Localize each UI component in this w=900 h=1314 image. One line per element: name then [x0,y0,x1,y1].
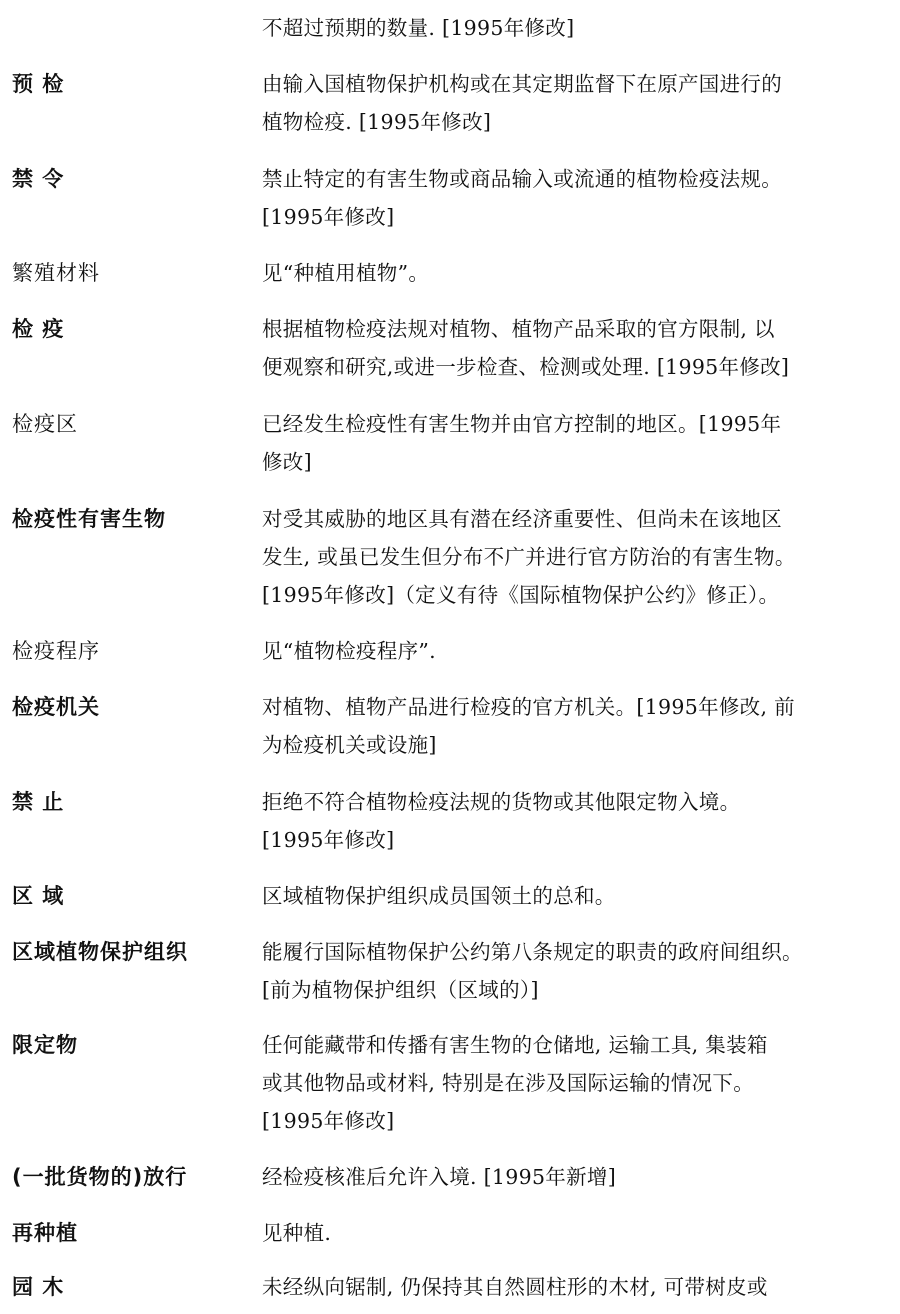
entry-term: 禁 令 [12,167,65,191]
definition-line: 未经纵向锯制, 仍保持其自然圆柱形的木材, 可带树皮或 [262,1275,768,1299]
entry-term: 再种植 [12,1221,78,1245]
definition-line: 任何能藏带和传播有害生物的仓储地, 运输工具, 集装箱 [262,1033,768,1057]
definition-line: 拒绝不符合植物检疫法规的货物或其他限定物入境。 [262,790,741,814]
definition-line: [1995年修改]（定义有待《国际植物保护公约》修正）。 [262,583,780,607]
definition-line: 或其他物品或材料, 特别是在涉及国际运输的情况下。 [262,1071,755,1095]
entry-term: 繁殖材料 [12,261,100,285]
definition-line: [1995年修改] [262,828,395,852]
definition-line: 见“植物检疫程序”. [262,639,436,663]
definition-line: 对受其威胁的地区具有潜在经济重要性、但尚未在该地区 [262,507,782,531]
definition-line: 便观察和研究,或进一步检查、检测或处理. [1995年修改] [262,355,790,379]
definition-line: 由输入国植物保护机构或在其定期监督下在原产国进行的 [262,72,782,96]
entry-definition [262,938,888,1014]
entry-definition [262,14,888,52]
definition-line: [前为植物保护组织（区域的）] [262,978,539,1002]
entry-term: 检疫性有害生物 [12,507,166,531]
entry-definition [262,70,888,146]
entry-definition [262,637,888,675]
entry-definition [262,1273,888,1311]
entry-definition [262,882,888,920]
definition-line: 根据植物检疫法规对植物、植物产品采取的官方限制, 以 [262,317,775,341]
definition-line: 已经发生检疫性有害生物并由官方控制的地区。[1995年 [262,412,782,436]
definition-line: 能履行国际植物保护公约第八条规定的职责的政府间组织。 [262,940,803,964]
entry-definition [262,1163,888,1201]
entry-definition [262,505,888,619]
definition-line: 修改] [262,450,312,474]
definition-line: [1995年修改] [262,1109,395,1133]
entry-term: (一批货物的)放行 [12,1165,188,1189]
definition-line: 禁止特定的有害生物或商品输入或流通的植物检疫法规。 [262,167,782,191]
entry-definition [262,259,888,297]
entry-definition [262,1219,888,1257]
definition-line: 对植物、植物产品进行检疫的官方机关。[1995年修改, 前 [262,695,795,719]
entry-term: 预 检 [12,72,65,96]
definition-line: 为检疫机关或设施] [262,733,437,757]
entry-term: 检疫机关 [12,695,100,719]
entry-definition [262,693,888,769]
definition-line: 见“种植用植物”。 [262,261,430,285]
entry-term: 限定物 [12,1033,78,1057]
entry-term: 检疫区 [12,412,78,436]
entry-term: 园 木 [12,1275,65,1299]
definition-line: 区域植物保护组织成员国领土的总和。 [262,884,616,908]
entry-definition [262,315,888,391]
entry-term: 检疫程序 [12,639,100,663]
definition-line: 经检疫核准后允许入境. [1995年新增] [262,1165,616,1189]
entry-term: 区域植物保护组织 [12,940,188,964]
definition-line: 植物检疫. [1995年修改] [262,110,492,134]
definition-line: 见种植. [262,1221,332,1245]
entry-term: 检 疫 [12,317,65,341]
entry-definition [262,165,888,241]
entry-term: 禁 止 [12,790,65,814]
entry-term: 区 域 [12,884,65,908]
definition-line: 不超过预期的数量. [1995年修改] [262,16,575,40]
entry-definition [262,1031,888,1145]
entry-definition [262,410,888,486]
entry-definition [262,788,888,864]
definition-line: [1995年修改] [262,205,395,229]
definition-line: 发生, 或虽已发生但分布不广并进行官方防治的有害生物。 [262,545,796,569]
